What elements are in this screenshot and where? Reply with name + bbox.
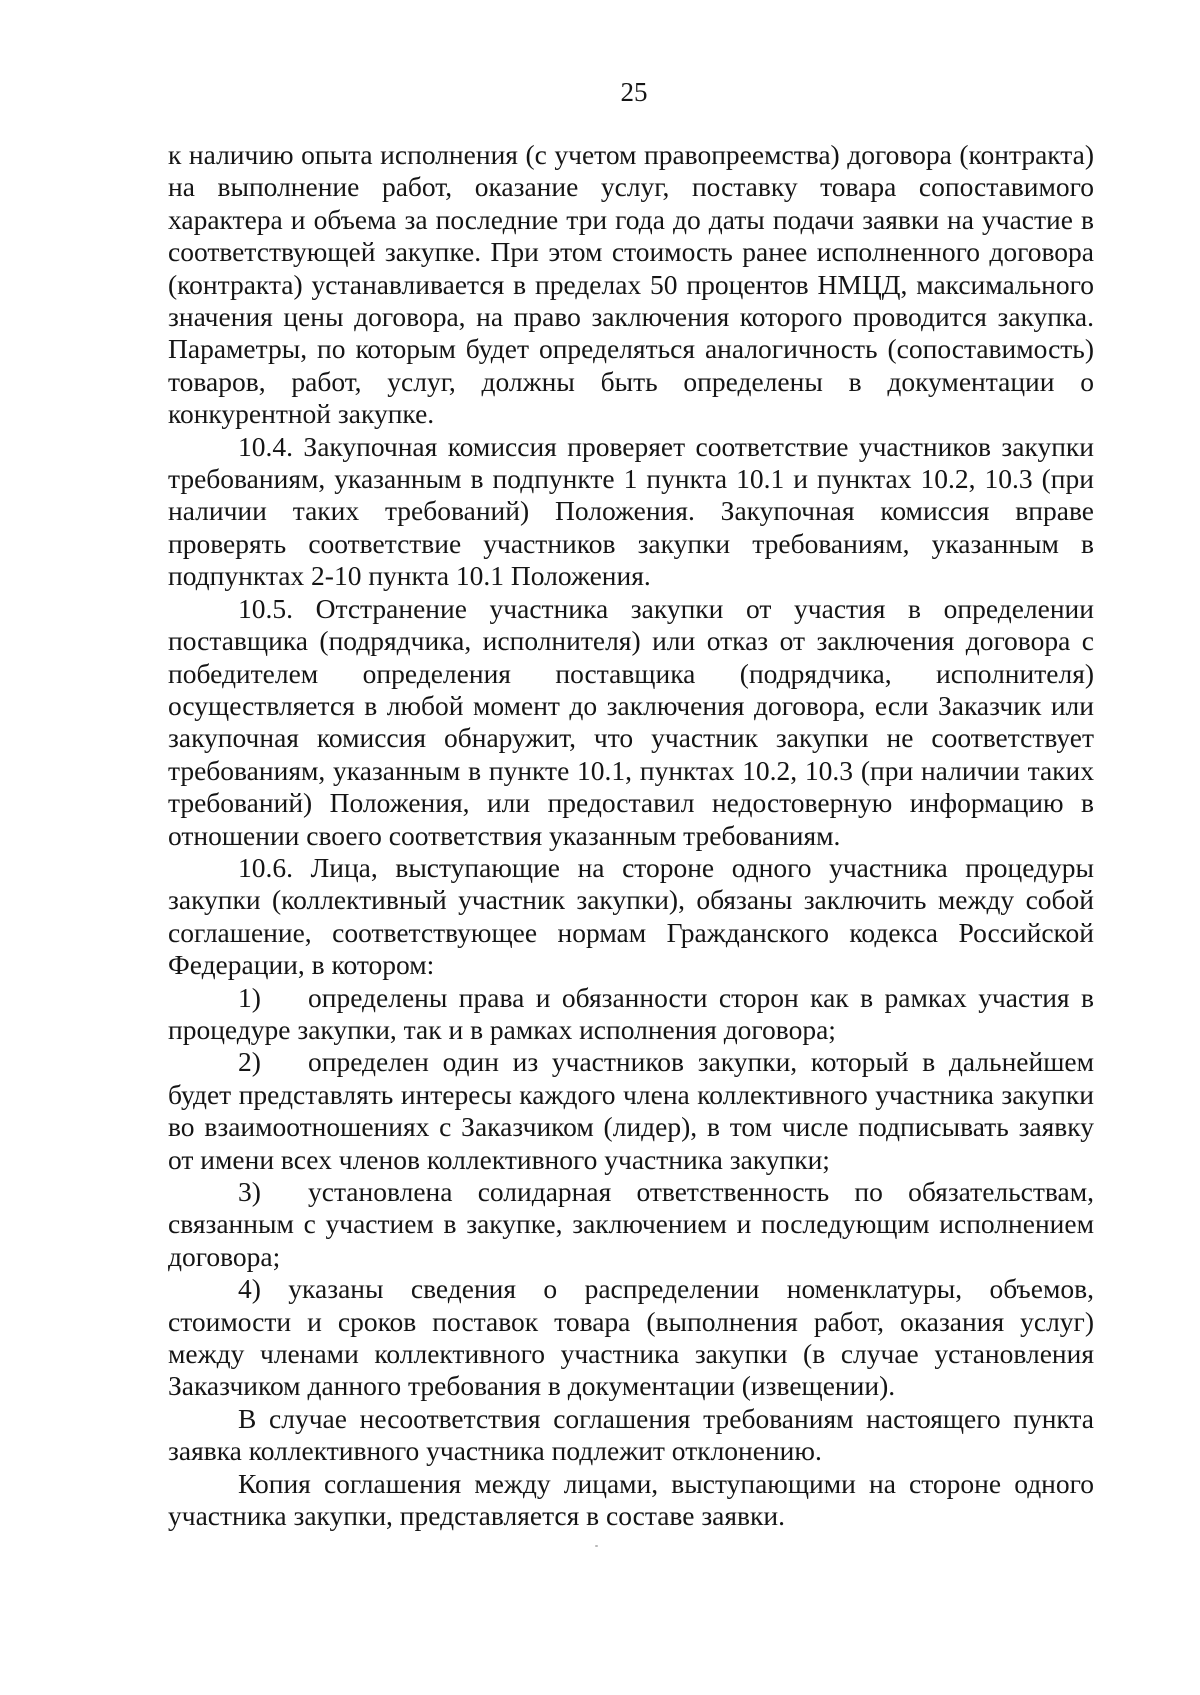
list-marker-2: 2) <box>238 1046 261 1078</box>
paragraph-rejection: В случае несоответствия соглашения требованиям настоящего пункта заявка коллективного участника подлежит отклонению. <box>168 1402 1094 1467</box>
list-item-3 <box>168 1176 1094 1273</box>
list-marker-3: 3) <box>238 1176 261 1207</box>
list-text-3: установлена солидарная ответственность по обязательствам, связанным с участием в закупке, заключением и последующим исполнением договора; <box>168 1176 1094 1272</box>
document-body <box>168 139 1094 1532</box>
list-marker-1: 1) <box>238 981 261 1013</box>
list-text-2: определен один из участников закупки, который в дальнейшем будет представлять интересы каждого члена коллективного участника закупки во взаимоотношениях с Заказчиком (лидер), в том числе подписывать заявку от имени всех членов коллективного участника закупки; <box>168 1046 1094 1175</box>
paragraph-10-6: 10.6. Лица, выступающие на стороне одного участника процедуры закупки (коллективный участник закупки), обязаны заключить между собой соглашение, соответствующее нормам Гражданского кодекса Российской Федерации, в котором: <box>168 851 1094 981</box>
list-text-1: определены права и обязанности сторон как в рамках участия в процедуре закупки, так и в рамках исполнения договора; <box>168 981 1094 1045</box>
paragraph-10-5: 10.5. Отстранение участника закупки от участия в определении поставщика (подрядчика, исполнителя) или отказ от заключения договора с победителем определения поставщика (подрядчика, исполнителя) осуществляется в любой момент до заключения договора, если Заказчик или закупочная комиссия обнаружит, что участник закупки не соответствует требованиям, указанным в пункте 10.1, пунктах 10.2, 10.3 (при наличии таких требований) Положения, или предоставил недостоверную информацию в отношении своего соответствия указанным требованиям. <box>168 592 1094 851</box>
paragraph-agreement-copy: Копия соглашения между лицами, выступающими на стороне одного участника закупки, представляется в составе заявки. <box>168 1467 1094 1532</box>
scan-artifact <box>595 1545 598 1547</box>
list-item-2 <box>168 1046 1094 1176</box>
list-item-1 <box>168 982 1094 1047</box>
list-item-4: 4) указаны сведения о распределении номенклатуры, объемов, стоимости и сроков поставок товара (выполнения работ, оказания услуг) между членами коллективного участника закупки (в случае установления Заказчиком данного требования в документации (извещении). <box>168 1273 1094 1402</box>
paragraph-10-4: 10.4. Закупочная комиссия проверяет соответствие участников закупки требованиям, указанным в подпункте 1 пункта 10.1 и пунктах 10.2, 10.3 (при наличии таких требований) Положения. Закупочная комиссия вправе проверять соответствие участников закупки требованиям, указанным в подпунктах 2-10 пункта 10.1 Положения. <box>168 430 1094 592</box>
paragraph-continuation: к наличию опыта исполнения (с учетом правопреемства) договора (контракта) на выполнение работ, оказание услуг, поставку товара сопоставимого характера и объема за последние три года до даты подачи заявки на участие в соответствующей закупке. При этом стоимость ранее исполненного договора (контракта) устанавливается в пределах 50 процентов НМЦД, максимального значения цены договора, на право заключения которого проводится закупка. Параметры, по которым будет определяться аналогичность (сопоставимость) товаров, работ, услуг, должны быть определены в документации о конкурентной закупке. <box>168 139 1094 430</box>
page-number: 25 <box>620 77 648 107</box>
